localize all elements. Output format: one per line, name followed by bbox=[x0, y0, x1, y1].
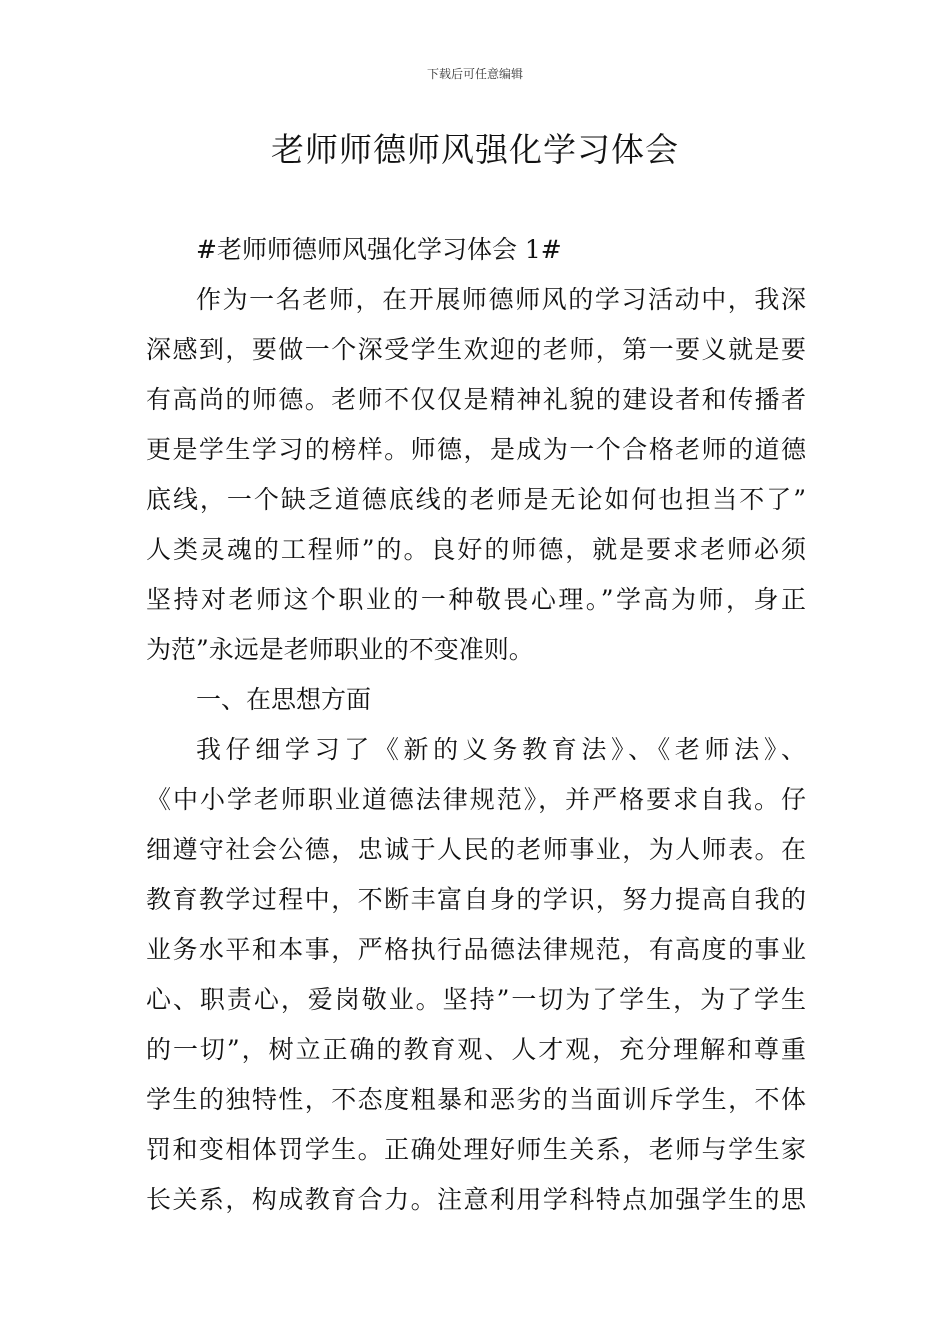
document-body bbox=[146, 225, 806, 1225]
paragraph-line: 作为一名老师，在开展师德师风的学习活动中，我深 bbox=[196, 285, 806, 314]
paragraph-line: 心、职责心，爱岗敬业。坚持”一切为了学生，为了学生 bbox=[146, 985, 806, 1014]
paragraph-line: 罚和变相体罚学生。正确处理好师生关系，老师与学生家 bbox=[146, 1135, 806, 1164]
paragraph-line: 人类灵魂的工程师”的。良好的师德，就是要求老师必须 bbox=[146, 535, 806, 564]
paragraph-line: 底线，一个缺乏道德底线的老师是无论如何也担当不了” bbox=[146, 485, 806, 514]
paragraph-line: 更是学生学习的榜样。师德，是成为一个合格老师的道德 bbox=[146, 435, 806, 464]
paragraph-line: 《中小学老师职业道德法律规范》，并严格要求自我。仔 bbox=[146, 785, 806, 814]
paragraph-line: 的一切”，树立正确的教育观、人才观，充分理解和尊重 bbox=[146, 1035, 806, 1064]
header-note: 下载后可任意编辑 bbox=[426, 67, 523, 81]
paragraph-line: 为范”永远是老师职业的不变准则。 bbox=[146, 635, 534, 664]
paragraph-line: 坚持对老师这个职业的一种敬畏心理。”学高为师，身正 bbox=[146, 585, 806, 614]
paragraph-line: 深感到，要做一个深受学生欢迎的老师，第一要义就是要 bbox=[146, 335, 806, 364]
section-heading: 一、在思想方面 bbox=[196, 685, 372, 714]
document-title: 老师师德师风强化学习体会 bbox=[271, 130, 679, 169]
paragraph-2 bbox=[146, 725, 806, 1225]
paragraph-line: 细遵守社会公德，忠诚于人民的老师事业，为人师表。在 bbox=[146, 835, 806, 864]
document-subtitle: #老师师德师风强化学习体会 1# bbox=[196, 235, 562, 264]
paragraph-line: 我仔细学习了《新的义务教育法》、《老师法》、 bbox=[196, 735, 806, 764]
paragraph-line: 有高尚的师德。老师不仅仅是精神礼貌的建设者和传播者 bbox=[146, 385, 806, 414]
paragraph-line: 长关系，构成教育合力。注意利用学科特点加强学生的思 bbox=[146, 1185, 806, 1214]
paragraph-line: 业务水平和本事，严格执行品德法律规范，有高度的事业 bbox=[146, 935, 806, 964]
paragraph-1 bbox=[146, 275, 806, 675]
paragraph-line: 学生的独特性，不态度粗暴和恶劣的当面训斥学生，不体 bbox=[146, 1085, 806, 1114]
paragraph-line: 教育教学过程中，不断丰富自身的学识，努力提高自我的 bbox=[146, 885, 806, 914]
